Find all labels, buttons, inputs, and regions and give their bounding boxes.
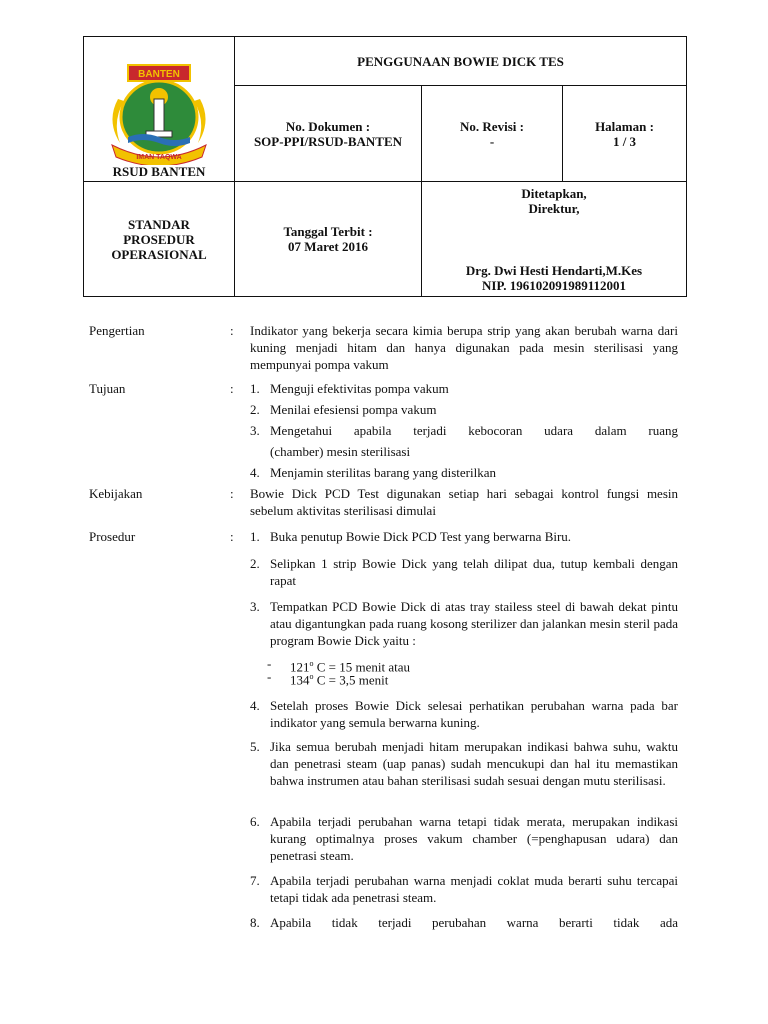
revision-label: No. Revisi : (460, 118, 524, 134)
colon: : (230, 381, 234, 396)
revision-cell (422, 86, 563, 182)
pengertian-text: Indikator yang bekerja secara kimia berupa strip yang akan berubah warna dari kuning menjadi hitam dan hanya digunakan pada mesin sterilisasi yang mempunyai pompa vakum (250, 323, 678, 372)
revision-value: - (489, 133, 495, 149)
sop-line-2: PROSEDUR (123, 231, 195, 247)
logo-text-top: BANTEN (138, 69, 180, 80)
set-label: Ditetapkan, (521, 186, 587, 201)
issue-date-label: Tanggal Terbit : (283, 224, 373, 239)
page-label: Halaman : (595, 118, 654, 134)
director-nip: NIP. 196102091989112001 (482, 278, 626, 293)
kebijakan-text: Bowie Dick PCD Test digunakan setiap hari sebagai kontrol fungsi mesin sebelum aktivitas sterilisasi dimulai (250, 486, 678, 518)
doc-number-label: No. Dokumen : (285, 118, 371, 134)
director-name: Drg. Dwi Hesti Hendarti,M.Kes (465, 263, 643, 278)
sop-cell (84, 182, 235, 297)
doc-number-cell (235, 86, 422, 182)
sop-line-1: STANDAR (128, 216, 190, 232)
section-label: Pengertian (89, 323, 145, 338)
logo-cell (84, 37, 235, 182)
logo-text-bottom: IMAN TAQWA (136, 154, 182, 161)
hospital-name: RSUD BANTEN (112, 164, 206, 179)
section-label: Prosedur (89, 529, 136, 544)
page-value: 1 / 3 (612, 133, 637, 149)
section-label: Kebijakan (89, 486, 143, 501)
document-page: BANTEN IMAN TAQWA RSUD BANTEN PENGGUNAAN BOWIE DICK TES No. Dokumen : SOP-PPI/RSUD-BANTEN No. Revisi : - Halaman : 1 / 3 STANDAR PROSEDUR OPERASIONAL Tanggal Terbit : 07 Maret 2016 Ditetapkan, Direktur, Drg. Dwi Hesti Hendarti,M.Kes NIP. 196102091989112001 Pengertian : Indikator yang bekerja secara kimia berupa strip yang akan berubah warna dari kuning menjadi hitam dan hanya digunakan pada mesin sterilisasi yang mempunyai pompa vakum Tujuan : 1. Menguji efektivitas pompa vakum 2. Menilai efesiensi pompa vakum 3. Mengetahui apabila terjadi kebocoran udara dalam ruang (chamber) mesin sterilisasi 4. Menjamin sterilitas barang yang disterilkan Kebijakan : Bowie Dick PCD Test digunakan setiap hari sebagai kontrol fungsi mesin sebelum aktivitas sterilisasi dimulai Prosedur : 1. Buka penutup Bowie Dick PCD Test yang berwarna Biru. 2. Selipkan 1 strip Bowie Dick yang telah dilipat dua, tutup kembali dengan rapat 3. Tempatkan PCD Bowie Dick di atas tray stailess steel di bawah dekat pintu atau digantungkan pada ruang kosong sterilizer dan jalankan mesin steril pada program Bowie Dick yaitu : - 121$^o$ C = 15 menit atau - 134$^o$ C = 3,5 menit 4. Setelah proses Bowie Dick selesai perhatikan perubahan warna pada bar indikator yang semula berwarna kuning. 5. Jika semua berubah menjadi hitam merupakan indikasi bahwa suhu, waktu dan penetrasi steam (uap panas) sudah mencukupi dan hal itu memastikan bahwa instrumen atau bahan sterilisasi sudah sesuai dengan mutu sterilisasi. 6. Apabila terjadi perubahan warna tetapi tidak merata, merupakan indikasi kurang optimalnya proses vakum chamber (=penghapusan udara) dan penetrasi steam. 7. Apabila terjadi perubahan warna menjadi coklat muda berarti suhu tercapai tetapi tidak ada penetrasi steam. 8. Apabila tidak terjadi perubahan warna berarti tidak ada (0, 0, 768, 1024)
document-title: PENGGUNAAN BOWIE DICK TES (235, 37, 687, 86)
colon: : (230, 529, 234, 544)
issue-date-cell (235, 182, 422, 297)
colon: : (230, 486, 234, 501)
banten-logo (98, 61, 220, 165)
section-label: Tujuan (89, 381, 126, 396)
director-label: Direktur, (528, 201, 580, 216)
issue-date-value: 07 Maret 2016 (288, 239, 368, 254)
sop-line-3: OPERASIONAL (111, 246, 207, 262)
header-table (83, 36, 687, 297)
colon: : (230, 323, 234, 338)
signature-cell (422, 182, 687, 297)
page-cell (563, 86, 687, 182)
doc-number-value: SOP-PPI/RSUD-BANTEN (253, 133, 403, 149)
